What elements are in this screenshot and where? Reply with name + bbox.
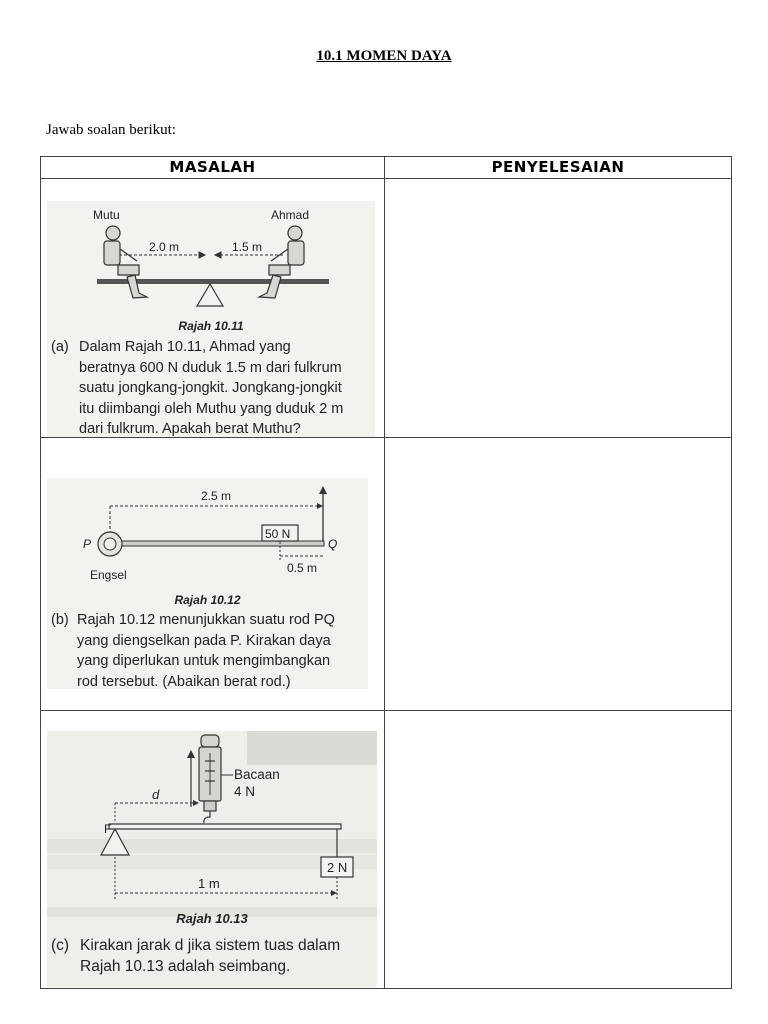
spring-balance-icon: [199, 735, 221, 823]
person-ahmad-icon: [259, 226, 304, 298]
header-penyelesaian: PENYELESAIAN: [385, 157, 732, 179]
label-q: Q: [328, 537, 338, 551]
label-dist-left: 2.0 m: [149, 240, 180, 254]
question-a-text: (a) Dalam Rajah 10.11, Ahmad yang beratnya 600 N duduk 1.5 m dari fulkrum suatu jongkang-jongkit. Jongkang-jongkit itu diimbangi oleh Muthu yang duduk 2 m dari fulkrum. Apakah berat Muthu?: [51, 339, 344, 437]
label-dist-right: 1.5 m: [232, 240, 263, 254]
question-b-label: (b): [51, 612, 69, 628]
caption-10-13: Rajah 10.13: [176, 911, 248, 926]
worksheet-title: 10.1 MOMEN DAYA: [316, 48, 452, 64]
figure-panel-10-12: [47, 478, 368, 689]
rod-pq: [122, 541, 324, 546]
question-c-label: (c): [51, 937, 70, 954]
problem-row-c: [41, 711, 732, 989]
caption-10-12: Rajah 10.12: [174, 593, 241, 607]
instruction-text: Jawab soalan berikut:: [46, 122, 176, 138]
question-a-label: (a): [51, 339, 69, 355]
force-arrow-icon: [319, 486, 327, 494]
problem-table: [40, 156, 732, 989]
problem-cell-a: [41, 179, 385, 438]
label-engsel: Engsel: [90, 568, 127, 582]
label-load: 50 N: [265, 527, 291, 541]
problem-cell-c: [41, 711, 385, 989]
figure-panel-10-11: [47, 201, 375, 437]
label-mutu: Mutu: [93, 208, 120, 222]
label-f: F: [104, 822, 112, 836]
label-d: d: [152, 787, 160, 802]
label-load-c: 2 N: [327, 860, 348, 875]
question-c-text: (c) Kirakan jarak d jika sistem tuas dalam Rajah 10.13 adalah seimbang.: [51, 937, 341, 975]
header-masalah: MASALAH: [41, 157, 385, 179]
person-mutu-icon: [104, 226, 147, 298]
label-dist-total: 2.5 m: [201, 489, 232, 503]
label-reading-value: 4 N: [234, 784, 256, 799]
answer-cell-c[interactable]: [385, 711, 732, 989]
label-p: P: [83, 537, 92, 551]
fulcrum-triangle: [197, 284, 223, 306]
question-b-text: (b) Rajah 10.12 menunjukkan suatu rod PQ yang diengselkan pada P. Kirakan daya yang diperlukan untuk mengimbangkan rod tersebut. (Abaikan berat rod.): [51, 612, 335, 689]
label-bacaan: Bacaan: [234, 767, 280, 782]
problem-cell-b: [41, 438, 385, 711]
lever-bar: [109, 824, 341, 829]
caption-10-11: Rajah 10.11: [178, 319, 244, 333]
label-dist-load: 0.5 m: [287, 561, 318, 575]
pull-arrow-icon: [187, 750, 195, 758]
label-ahmad: Ahmad: [271, 208, 310, 222]
answer-cell-b[interactable]: [385, 438, 732, 711]
figure-panel-10-13: [47, 731, 377, 987]
problem-row-b: [41, 438, 732, 711]
problem-row-a: [41, 179, 732, 438]
answer-cell-a[interactable]: [385, 179, 732, 438]
label-dist-c: 1 m: [198, 876, 220, 891]
